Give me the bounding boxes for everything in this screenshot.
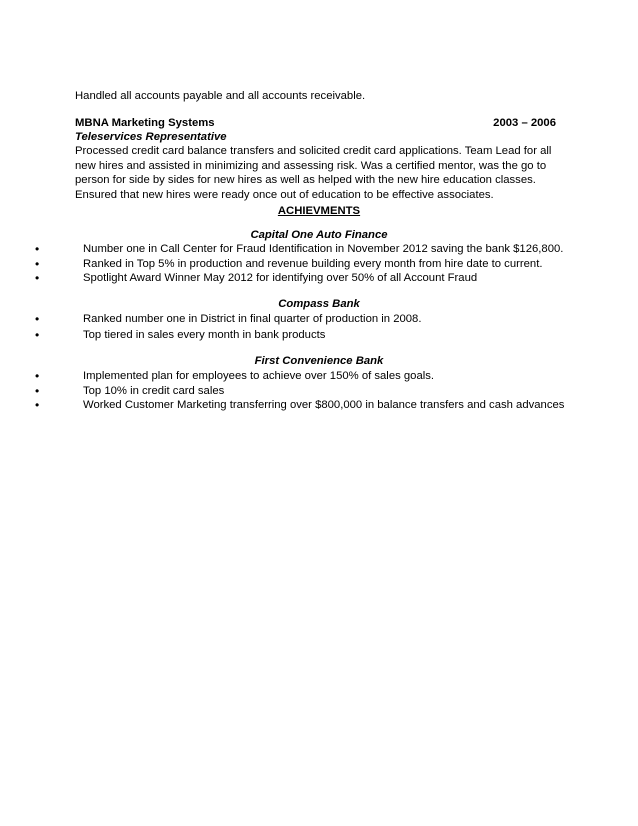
achievement-text: Top 10% in credit card sales [83,384,225,397]
achievement-list [0,369,638,413]
bullet-icon: • [35,328,40,342]
achievement-list [0,242,638,286]
job-header [75,116,556,131]
achievement-text: Top tiered in sales every month in bank products [83,329,326,341]
list-item [0,369,638,384]
achievement-list [0,312,638,343]
intro-line: Handled all accounts payable and all accounts receivable. [75,90,366,102]
achievement-text: Implemented plan for employees to achieve over 150% of sales goals. [83,370,435,382]
bullet-icon: • [35,256,40,271]
bullet-icon: • [35,383,40,398]
list-item [0,312,638,328]
employer-heading: First Convenience Bank [254,355,384,367]
job-dates: 2003 – 2006 [493,117,556,129]
achievement-text: Number one in Call Center for Fraud Identification in November 2012 saving the bank $126,800. [83,243,564,255]
list-item [0,242,638,257]
list-item [0,328,638,343]
achievement-text: Spotlight Award Winner May 2012 for identifying over 50% of all Account Fraud [83,272,478,284]
list-item [0,257,638,272]
achievement-text: Worked Customer Marketing transferring over $800,000 in balance transfers and cash advances [83,399,565,411]
achievement-text: Ranked in Top 5% in production and revenue building every month from hire date to current. [83,257,543,270]
job-description: Processed credit card balance transfers and solicited credit card applications. Team Lead for all new hires and assisted in minimizing and assessing risk. Was a certified mentor, was the go to person for side by sides for new hires as well as helped with the new hire education classes. Ensured that new hires were ready once out of education to be effective associates. [75,145,552,201]
employer-heading: Capital One Auto Finance [250,229,388,241]
employer-heading: Compass Bank [278,298,360,310]
bullet-icon: • [35,271,40,285]
list-item [0,398,638,413]
bullet-icon: • [35,312,40,326]
bullet-icon: • [35,398,40,412]
bullet-icon: • [35,369,40,383]
list-item [0,271,638,286]
achievements-heading: ACHIEVMENTS [277,205,361,217]
list-item [0,384,638,399]
achievement-text: Ranked number one in District in final quarter of production in 2008. [83,313,422,325]
bullet-icon: • [35,242,40,256]
company-name: MBNA Marketing Systems [75,117,215,129]
job-title: Teleservices Representative [75,131,227,143]
